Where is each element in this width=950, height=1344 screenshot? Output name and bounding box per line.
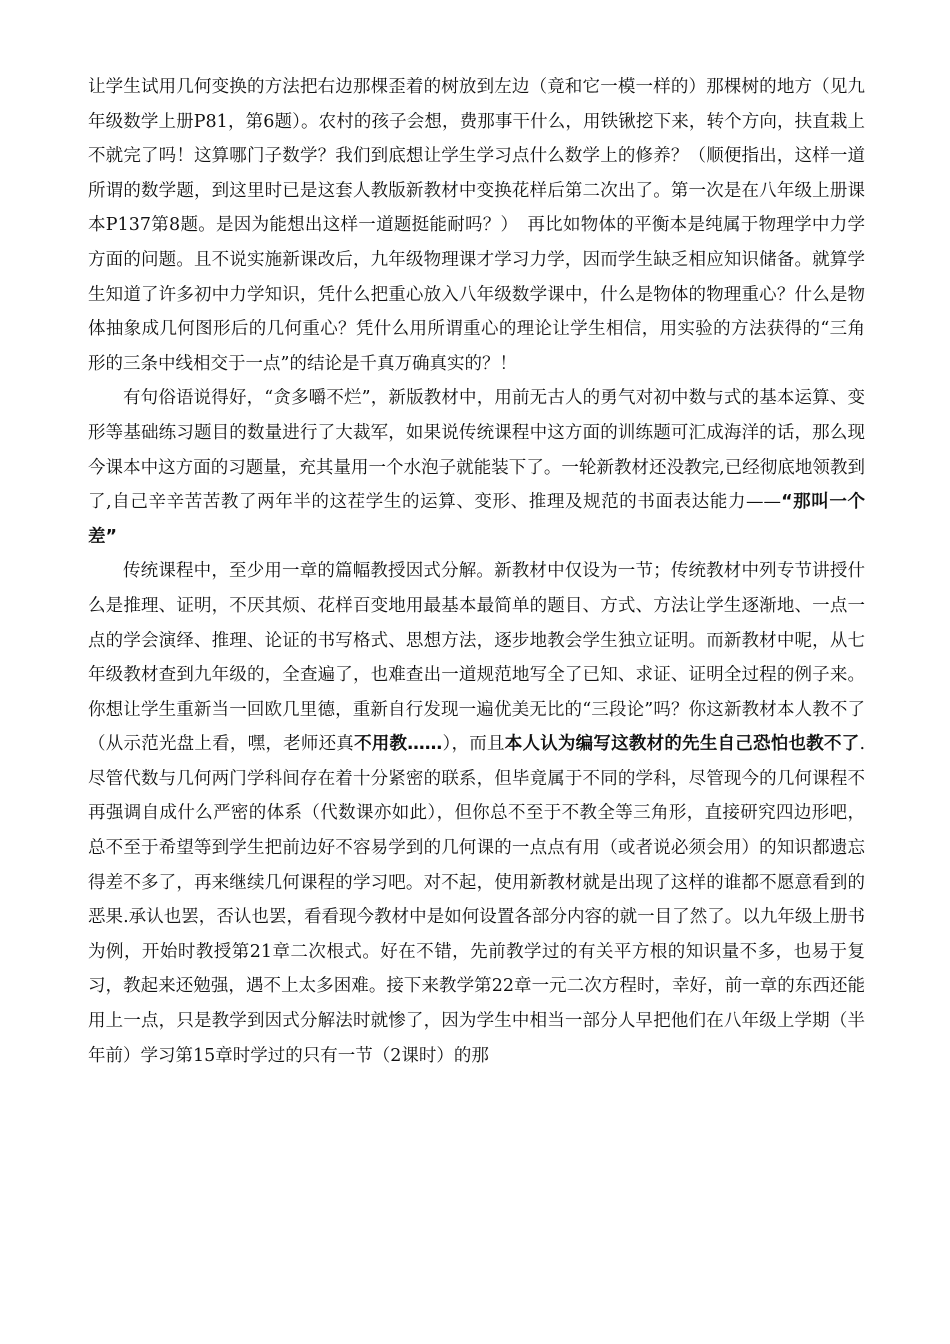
paragraph-3 [88, 554, 865, 1073]
document-page [88, 70, 865, 1073]
paragraph-3-text-3: . 尽管代数与几何两门学科间存在着十分紧密的联系，但毕竟属于不同的学科，尽管现今的几何课程不再强调自成什么严密的体系（代数课亦如此），但你总不至于不教全等三角形，直接研究四边形吧，总不至于希望等到学生把前边好不容易学到的几何课的一点点有用（或者说必须会用）的知识都遗忘得差不多了，再来继续几何课程的学习吧。对不起，使用新教材就是出现了这样的谁都不愿意看到的恶果.承认也罢，否认也罢，看看现今教材中是如何设置各部分内容的就一目了然了。以九年级上册书为例，开始时教授第21章二次根式。好在不错，先前教学过的有关平方根的知识量不多，也易于复习，教起来还勉强，遇不上太多困难。接下来教学第22章一元二次方程时，幸好，前一章的东西还能用上一点，只是教学到因式分解法时就惨了，因为学生中相当一部分人早把他们在八年级上学期（半年前）学习第15章时学过的只有一节（2课时）的那 [88, 734, 866, 1066]
paragraph-3-text-1: 传统课程中，至少用一章的篇幅教授因式分解。新教材中仅设为一节；传统教材中列专节讲授什么是推理、证明，不厌其烦、花样百变地用最基本最简单的题目、方式、方法让学生逐渐地、一点一点的学会演绎、推理、论证的书写格式、思想方法，逐步地教会学生独立证明。而新教材中呢，从七年级教材查到九年级的，全查遍了，也难查出一道规范地写全了已知、求证、证明全过程的例子来。你想让学生重新当一回欧几里德，重新自行发现一遍优美无比的“三段论”吗？你这新教材本人教不了（从示范光盘上看，嘿，老师还真 [88, 561, 865, 755]
paragraph-2 [88, 381, 865, 554]
paragraph-1 [88, 70, 865, 381]
paragraph-3-emphasis-2: 本人认为编写这教材的先生自己恐怕也教不了 [504, 734, 860, 755]
paragraph-3-text-2: ），而且 [442, 734, 505, 755]
paragraph-2-text: 有句俗语说得好，“贪多嚼不烂”，新版教材中，用前无古人的勇气对初中数与式的基本运算、变形等基础练习题目的数量进行了大裁军，如果说传统课程中这方面的训练题可汇成海洋的话，那么现今课本中这方面的习题量，充其量用一个水泡子就能装下了。一轮新教材还没教完,已经彻底地领教到了,自己辛辛苦苦教了两年半的这茬学生的运算、变形、推理及规范的书面表达能力—— [88, 388, 865, 513]
paragraph-2-emphasis: “那叫一个差” [88, 492, 865, 547]
paragraph-3-emphasis-1: 不用教…… [354, 734, 443, 755]
paragraph-1-text: 让学生试用几何变换的方法把右边那棵歪着的树放到左边（竟和它一模一样的）那棵树的地方（见九年级数学上册P81，第6题）。农村的孩子会想，费那事干什么，用铁锹挖下来，转个方向，扶直栽上不就完了吗！这算哪门子数学？我们到底想让学生学习点什么数学上的修养？（顺便指出，这样一道所谓的数学题，到这里时已是这套人教版新教材中变换花样后第二次出了。第一次是在八年级上册课本P137第8题。是因为能想出这样一道题挺能耐吗？） 再比如物体的平衡本是纯属于物理学中力学方面的问题。且不说实施新课改后，九年级物理课才学习力学，因而学生缺乏相应知识储备。就算学生知道了许多初中力学知识，凭什么把重心放入八年级数学课中，什么是物体的物理重心？什么是物体抽象成几何图形后的几何重心？凭什么用所谓重心的理论让学生相信，用实验的方法获得的“三角形的三条中线相交于一点”的结论是千真万确真实的？！ [88, 77, 865, 374]
